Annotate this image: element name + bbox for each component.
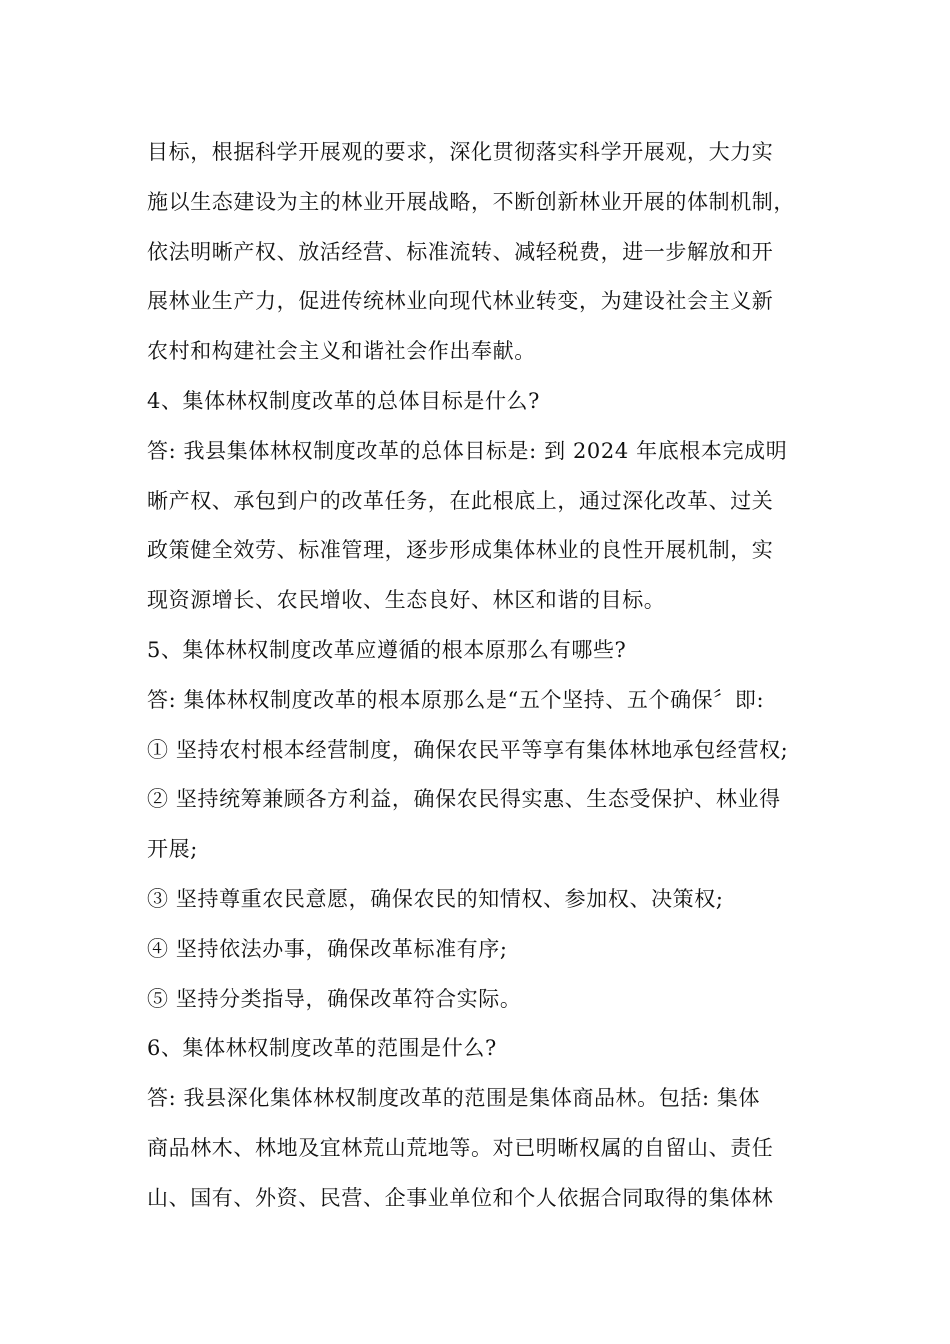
text-line: 农村和构建社会主义和谐社会作出奉献。 [147, 339, 536, 364]
principle-item: ① 坚持农村根本经营制度，确保农民平等享有集体林地承包经营权; [147, 737, 789, 762]
answer-line: 答: 我县集体林权制度改革的总体目标是: 到 2024 年底根本完成明 [147, 438, 788, 463]
principle-item: ② 坚持统筹兼顾各方利益，确保农民得实惠、生态受保护、林业得 [147, 787, 781, 812]
text-line: 依法明晰产权、放活经营、标准流转、减轻税费，进一步解放和开 [147, 239, 774, 264]
text-line: 目标，根据科学开展观的要求，深化贯彻落实科学开展观，大力实 [147, 140, 774, 164]
text-line: 商品林木、林地及宜林荒山荒地等。对已明晰权属的自留山、责任 [147, 1135, 774, 1160]
text-line: 晰产权、承包到户的改革任务，在此根底上，通过深化改革、过关 [147, 488, 774, 513]
text-line: 开展; [147, 837, 198, 862]
principle-item: ③ 坚持尊重农民意愿，确保农民的知情权、参加权、决策权; [147, 886, 724, 911]
text-line: 现资源增长、农民增收、生态良好、林区和谐的目标。 [147, 588, 666, 613]
document-body [147, 128, 827, 1224]
text-line: 展林业生产力，促进传统林业向现代林业转变，为建设社会主义新 [147, 289, 774, 314]
question-heading: 6、集体林权制度改革的范围是什么? [147, 1036, 497, 1061]
answer-line: 答: 我县深化集体林权制度改革的范围是集体商品林。包括: 集体 [147, 1086, 761, 1111]
principle-item: ④ 坚持依法办事，确保改革标准有序; [147, 936, 508, 961]
text-line: 政策健全效劳、标准管理，逐步形成集体林业的良性开展机制，实 [147, 538, 774, 563]
text-line: 山、国有、外资、民营、企事业单位和个人依据合同取得的集体林 [147, 1185, 774, 1210]
principle-item: ⑤ 坚持分类指导，确保改革符合实际。 [147, 986, 522, 1011]
text-line: 施以生态建设为主的林业开展战略，不断创新林业开展的体制机制， [147, 189, 795, 214]
question-heading: 5、集体林权制度改革应遵循的根本原那么有哪些? [147, 637, 627, 662]
question-heading: 4、集体林权制度改革的总体目标是什么? [147, 388, 541, 413]
answer-line: 答: 集体林权制度改革的根本原那么是“五个坚持、五个确保〞即: [147, 687, 765, 712]
